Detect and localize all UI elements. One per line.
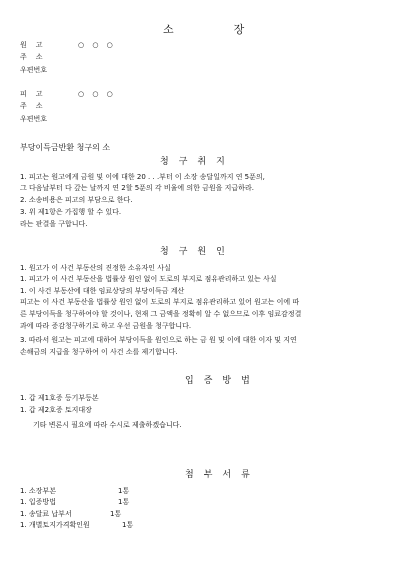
cause-line: 과에 따라 증감청구하기로 하고 우선 금원을 청구합니다. bbox=[20, 322, 192, 330]
evidence-note: 기타 변론시 필요에 따라 수시로 제출하겠습니다. bbox=[33, 421, 182, 429]
cause-line: 1. 원고가 이 사건 부동산의 진정한 소유자인 사실 bbox=[20, 264, 171, 272]
purpose-line: 그 다음날부터 다 갚는 날까지 연 2할 5푼의 각 비율에 의한 금원을 지급하라. bbox=[20, 184, 254, 192]
purpose-line: 1. 피고는 원고에게 금원 및 이에 대한 20 . . .부터 이 소장 송달일까지 연 5푼의, bbox=[20, 173, 265, 181]
section-heading-purpose: 청구취지 bbox=[160, 157, 235, 167]
cause-line: 1. 이 사건 부동산에 대한 임료상당의 부당이득금 계산 bbox=[20, 287, 185, 295]
plaintiff-address-label: 주소 bbox=[20, 53, 52, 61]
purpose-line: 2. 소송비용은 피고의 부담으로 한다. bbox=[20, 196, 133, 204]
cause-line: 손해금의 지급을 청구하여 이 사건 소를 제기합니다. bbox=[20, 348, 178, 356]
attachment-name: 1. 개별토지가격확인원 bbox=[20, 521, 90, 529]
plaintiff-name: ○ ○ ○ bbox=[78, 41, 116, 49]
purpose-line: 라는 판결을 구합니다. bbox=[20, 220, 88, 228]
case-name: 부당이득금반환 청구의 소 bbox=[20, 143, 111, 152]
evidence-line: 1. 갑 제2호증 토지대장 bbox=[20, 406, 92, 414]
defendant-address-label: 주소 bbox=[20, 102, 52, 110]
cause-line: 3. 따라서 원고는 피고에 대하여 부당이득을 원인으로 하는 금 원 및 이에 대한 이자 및 지연 bbox=[20, 336, 297, 344]
plaintiff-postal-label: 우편번호 bbox=[20, 66, 48, 74]
document-title: 소장 bbox=[163, 23, 305, 36]
plaintiff-label: 원고 bbox=[20, 41, 52, 49]
attachment-qty: 1통 bbox=[110, 510, 122, 518]
section-heading-cause: 청구원인 bbox=[160, 247, 235, 257]
cause-line: 1. 피고가 이 사건 부동산을 법률상 원인 없이 도로의 부지로 점유관리하고 있는 사실 bbox=[20, 275, 277, 283]
cause-line: 피고는 이 사건 부동산을 법률상 원인 없이 도로의 부지로 점유관리하고 있어 원고는 이에 따 bbox=[20, 298, 300, 306]
attachment-name: 1. 송달료 납부서 bbox=[20, 510, 72, 518]
evidence-line: 1. 갑 제1호증 등기부등본 bbox=[20, 394, 99, 402]
attachment-name: 1. 입증방법 bbox=[20, 498, 56, 506]
attachment-qty: 1통 bbox=[122, 521, 134, 529]
attachment-name: 1. 소장부본 bbox=[20, 487, 56, 495]
purpose-line: 3. 위 제1항은 가집행 할 수 있다. bbox=[20, 208, 122, 216]
section-heading-attachments: 첨부서류 bbox=[185, 470, 260, 480]
defendant-postal-label: 우편번호 bbox=[20, 115, 48, 123]
attachment-qty: 1통 bbox=[118, 498, 130, 506]
defendant-label: 피고 bbox=[20, 90, 52, 98]
cause-line: 른 부당이득을 청구하여야 할 것이나, 현재 그 금액을 정확히 알 수 없으므로 이후 임료감정결 bbox=[20, 310, 302, 318]
section-heading-evidence: 입증방법 bbox=[185, 376, 260, 386]
attachment-qty: 1통 bbox=[118, 487, 130, 495]
defendant-name: ○ ○ ○ bbox=[78, 90, 116, 98]
